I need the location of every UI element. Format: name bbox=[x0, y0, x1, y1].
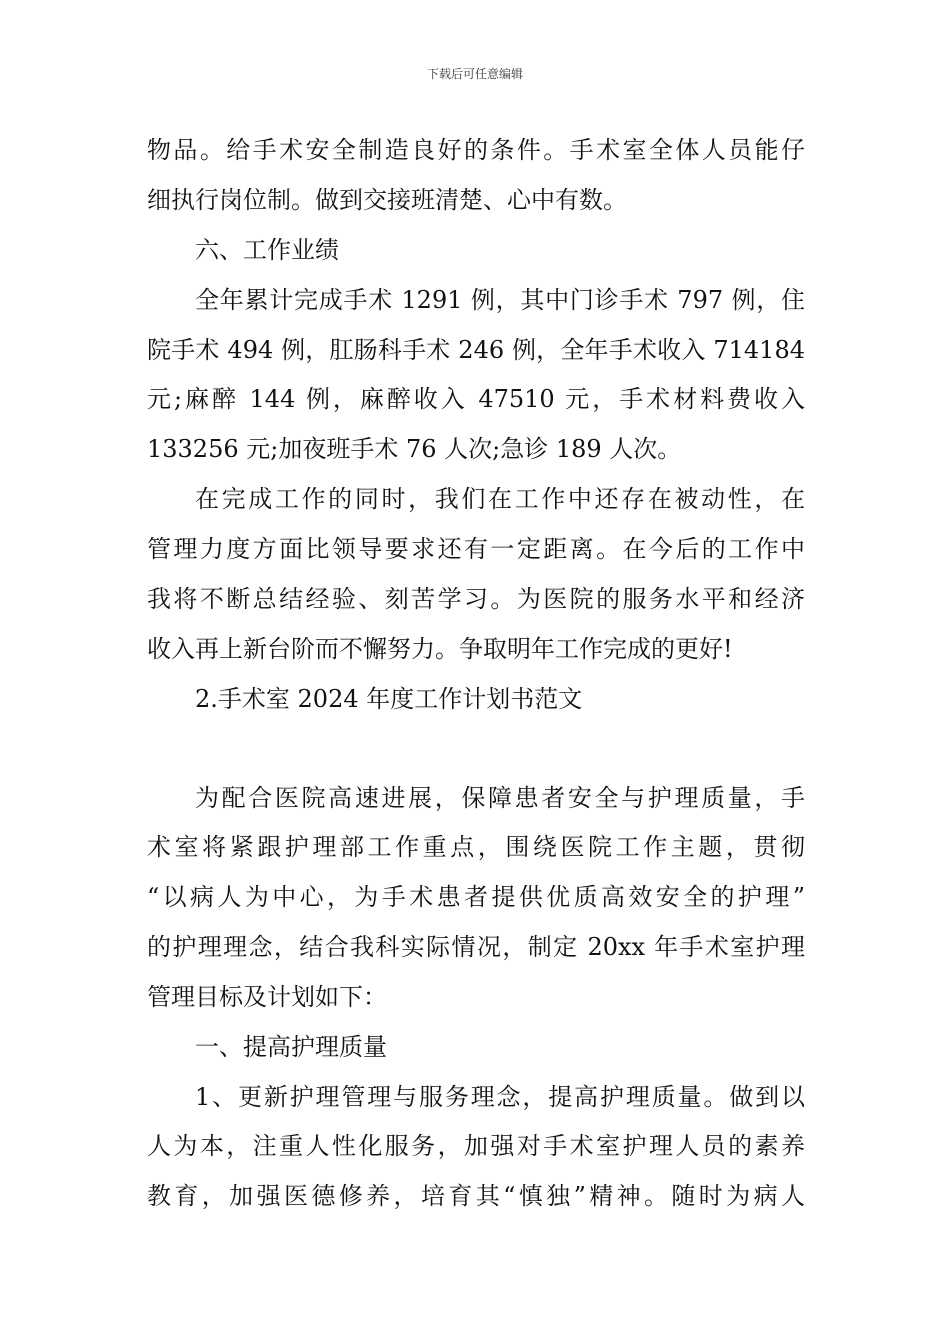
section-title-plan: 2.手术室 2024 年度工作计划书范文 bbox=[195, 685, 583, 713]
body-line-4: 全年累计完成手术 1291 例，其中门诊手术 797 例，住 bbox=[195, 286, 805, 314]
body-line-10: 我将不断总结经验、刻苦学习。为医院的服务水平和经济 bbox=[147, 585, 805, 613]
section-heading-achievements: 六、工作业绩 bbox=[195, 236, 339, 264]
body-line-15: “以病人为中心，为手术患者提供优质高效安全的护理” bbox=[147, 883, 805, 911]
body-line-20: 人为本，注重人性化服务，加强对手术室护理人员的素养 bbox=[147, 1132, 805, 1160]
body-line-17: 管理目标及计划如下： bbox=[147, 983, 387, 1011]
body-line-2: 细执行岗位制。做到交接班清楚、心中有数。 bbox=[147, 186, 627, 214]
body-line-8: 在完成工作的同时，我们在工作中还存在被动性，在 bbox=[195, 485, 805, 513]
body-line-6: 元;麻醉 144 例，麻醉收入 47510 元，手术材料费收入 bbox=[147, 385, 805, 413]
body-line-11: 收入再上新台阶而不懈努力。争取明年工作完成的更好! bbox=[147, 635, 733, 663]
section-heading-quality: 一、提高护理质量 bbox=[195, 1033, 387, 1061]
body-line-16: 的护理理念，结合我科实际情况，制定 20xx 年手术室护理 bbox=[147, 933, 805, 961]
body-line-7: 133256 元;加夜班手术 76 人次;急诊 189 人次。 bbox=[147, 435, 682, 463]
body-line-9: 管理力度方面比领导要求还有一定距离。在今后的工作中 bbox=[147, 535, 805, 563]
body-line-14: 术室将紧跟护理部工作重点，围绕医院工作主题，贯彻 bbox=[147, 833, 805, 861]
body-line-21: 教育，加强医德修养，培育其“慎独”精神。随时为病人 bbox=[147, 1182, 805, 1210]
body-line-1: 物品。给手术安全制造良好的条件。手术室全体人员能仔 bbox=[147, 136, 805, 164]
page-header: 下载后可任意编辑 bbox=[426, 67, 523, 81]
body-line-13: 为配合医院高速进展，保障患者安全与护理质量，手 bbox=[195, 784, 805, 812]
body-line-19: 1、更新护理管理与服务理念，提高护理质量。做到以 bbox=[195, 1083, 805, 1111]
body-line-5: 院手术 494 例，肛肠科手术 246 例，全年手术收入 714184 bbox=[147, 336, 805, 364]
